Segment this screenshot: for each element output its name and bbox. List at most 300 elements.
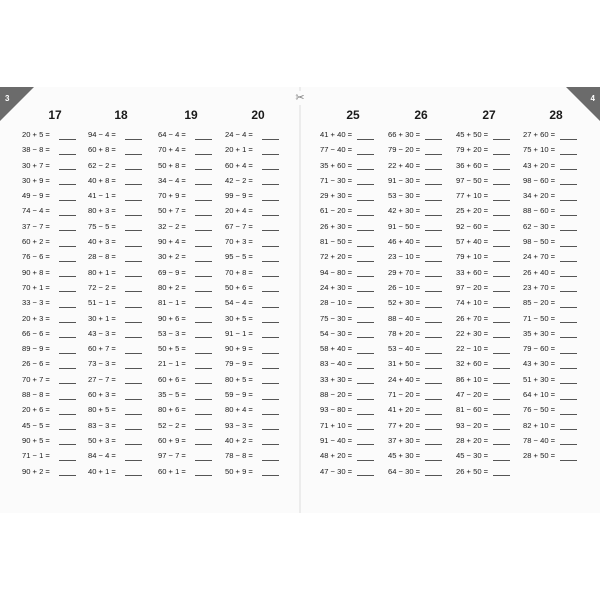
- answer-blank[interactable]: [262, 268, 279, 277]
- answer-blank[interactable]: [493, 467, 510, 476]
- answer-blank[interactable]: [493, 391, 510, 400]
- answer-blank[interactable]: [59, 452, 76, 461]
- answer-blank[interactable]: [560, 345, 577, 354]
- problem-row: [225, 295, 291, 310]
- scissors-icon: ✂: [295, 92, 305, 104]
- answer-blank[interactable]: [125, 161, 142, 170]
- answer-blank[interactable]: [59, 360, 76, 369]
- answer-blank[interactable]: [59, 283, 76, 292]
- problem-expression: 53 − 30 =: [388, 191, 421, 201]
- answer-blank[interactable]: [195, 131, 212, 140]
- answer-blank[interactable]: [493, 283, 510, 292]
- answer-blank[interactable]: [262, 391, 279, 400]
- problem-expression: 66 − 6 =: [22, 328, 50, 338]
- answer-blank[interactable]: [560, 436, 577, 445]
- problem-row: [158, 311, 224, 326]
- exercise-number: 20: [251, 108, 265, 122]
- problem-expression: 57 + 40 =: [456, 237, 489, 247]
- answer-blank[interactable]: [425, 238, 442, 247]
- answer-blank[interactable]: [493, 421, 510, 430]
- answer-blank[interactable]: [357, 314, 374, 323]
- problem-expression: 24 − 4 =: [225, 130, 253, 139]
- answer-blank[interactable]: [357, 161, 374, 170]
- problem-expression: 80 + 5 =: [225, 374, 253, 384]
- problem-expression: 35 − 5 =: [158, 390, 186, 400]
- answer-blank[interactable]: [195, 299, 212, 308]
- problem-row: [158, 203, 224, 218]
- problem-row: [388, 173, 454, 188]
- problem-row: [456, 203, 522, 218]
- answer-blank[interactable]: [125, 345, 142, 354]
- problem-row: [158, 173, 224, 188]
- answer-blank[interactable]: [125, 146, 142, 155]
- problem-row: [88, 203, 154, 218]
- answer-blank[interactable]: [59, 299, 76, 308]
- answer-blank[interactable]: [493, 131, 510, 140]
- problem-row: [158, 418, 224, 433]
- answer-blank[interactable]: [125, 436, 142, 445]
- answer-blank[interactable]: [357, 146, 374, 155]
- problem-expression: 60 + 8 =: [88, 145, 116, 155]
- answer-blank[interactable]: [560, 452, 577, 461]
- answer-blank[interactable]: [493, 299, 510, 308]
- problem-expression: 95 − 5 =: [225, 252, 253, 262]
- answer-blank[interactable]: [59, 467, 76, 476]
- answer-blank[interactable]: [357, 436, 374, 445]
- answer-blank[interactable]: [59, 314, 76, 323]
- answer-blank[interactable]: [195, 360, 212, 369]
- answer-blank[interactable]: [425, 283, 442, 292]
- answer-blank[interactable]: [425, 161, 442, 170]
- answer-blank[interactable]: [560, 131, 577, 140]
- problem-row: [523, 203, 589, 218]
- answer-blank[interactable]: [125, 421, 142, 430]
- answer-blank[interactable]: [59, 421, 76, 430]
- problem-expression: 62 − 30 =: [523, 221, 556, 231]
- answer-blank[interactable]: [357, 253, 374, 262]
- problem-list: [88, 127, 154, 479]
- answer-blank[interactable]: [195, 467, 212, 476]
- problem-row: [22, 464, 88, 479]
- problem-row: [456, 219, 522, 234]
- answer-blank[interactable]: [195, 268, 212, 277]
- answer-blank[interactable]: [425, 176, 442, 185]
- answer-blank[interactable]: [59, 192, 76, 201]
- answer-blank[interactable]: [425, 146, 442, 155]
- answer-blank[interactable]: [357, 268, 374, 277]
- answer-blank[interactable]: [125, 406, 142, 415]
- problem-row: [456, 356, 522, 371]
- problem-row: [388, 203, 454, 218]
- answer-blank[interactable]: [493, 360, 510, 369]
- exercise-number: 19: [184, 108, 198, 122]
- answer-blank[interactable]: [59, 253, 76, 262]
- answer-blank[interactable]: [357, 375, 374, 384]
- answer-blank[interactable]: [493, 345, 510, 354]
- answer-blank[interactable]: [493, 436, 510, 445]
- answer-blank[interactable]: [262, 329, 279, 338]
- problem-expression: 72 + 20 =: [320, 252, 353, 262]
- problem-expression: 45 − 5 =: [22, 420, 50, 430]
- answer-blank[interactable]: [357, 131, 374, 140]
- problem-expression: 53 − 40 =: [388, 344, 421, 354]
- answer-blank[interactable]: [357, 467, 374, 476]
- answer-blank[interactable]: [493, 238, 510, 247]
- answer-blank[interactable]: [425, 253, 442, 262]
- problem-expression: 80 + 3 =: [88, 206, 116, 216]
- problem-row: [22, 188, 88, 203]
- problem-expression: 50 + 8 =: [158, 160, 186, 170]
- problem-row: [158, 265, 224, 280]
- answer-blank[interactable]: [425, 406, 442, 415]
- answer-blank[interactable]: [59, 345, 76, 354]
- problem-list: [22, 127, 88, 479]
- answer-blank[interactable]: [125, 131, 142, 140]
- answer-blank[interactable]: [125, 176, 142, 185]
- answer-blank[interactable]: [560, 268, 577, 277]
- answer-blank[interactable]: [357, 391, 374, 400]
- answer-blank[interactable]: [195, 391, 212, 400]
- problem-row: [320, 356, 386, 371]
- answer-blank[interactable]: [125, 283, 142, 292]
- answer-blank[interactable]: [262, 192, 279, 201]
- exercise-number: 27: [482, 108, 496, 122]
- answer-blank[interactable]: [195, 375, 212, 384]
- answer-blank[interactable]: [125, 452, 142, 461]
- answer-blank[interactable]: [262, 161, 279, 170]
- answer-blank[interactable]: [560, 421, 577, 430]
- answer-blank[interactable]: [425, 268, 442, 277]
- answer-blank[interactable]: [357, 406, 374, 415]
- answer-blank[interactable]: [357, 283, 374, 292]
- answer-blank[interactable]: [357, 329, 374, 338]
- answer-blank[interactable]: [125, 391, 142, 400]
- answer-blank[interactable]: [195, 345, 212, 354]
- problem-expression: 45 + 30 =: [388, 451, 421, 461]
- answer-blank[interactable]: [493, 192, 510, 201]
- answer-blank[interactable]: [493, 161, 510, 170]
- answer-blank[interactable]: [59, 176, 76, 185]
- problem-row: [456, 127, 522, 142]
- problem-row: [388, 356, 454, 371]
- answer-blank[interactable]: [425, 222, 442, 231]
- problem-row: [22, 387, 88, 402]
- answer-blank[interactable]: [195, 253, 212, 262]
- answer-blank[interactable]: [425, 131, 442, 140]
- answer-blank[interactable]: [425, 375, 442, 384]
- answer-blank[interactable]: [195, 421, 212, 430]
- answer-blank[interactable]: [560, 391, 577, 400]
- problem-expression: 23 + 70 =: [523, 282, 556, 292]
- answer-blank[interactable]: [262, 360, 279, 369]
- problem-expression: 88 − 20 =: [320, 390, 353, 400]
- problem-expression: 36 + 60 =: [456, 160, 489, 170]
- page-gutter: [299, 87, 301, 513]
- exercise-column: [158, 105, 224, 479]
- answer-blank[interactable]: [262, 452, 279, 461]
- problem-row: [320, 418, 386, 433]
- problem-row: [158, 188, 224, 203]
- answer-blank[interactable]: [560, 176, 577, 185]
- answer-blank[interactable]: [357, 176, 374, 185]
- answer-blank[interactable]: [59, 436, 76, 445]
- answer-blank[interactable]: [195, 161, 212, 170]
- answer-blank[interactable]: [357, 421, 374, 430]
- problem-expression: 29 + 30 =: [320, 191, 353, 201]
- problem-row: [388, 280, 454, 295]
- problem-row: [456, 341, 522, 356]
- answer-blank[interactable]: [125, 467, 142, 476]
- problem-row: [22, 280, 88, 295]
- problem-row: [388, 295, 454, 310]
- answer-blank[interactable]: [357, 345, 374, 354]
- problem-row: [320, 295, 386, 310]
- problem-row: [523, 188, 589, 203]
- answer-blank[interactable]: [195, 238, 212, 247]
- problem-expression: 26 + 70 =: [456, 313, 489, 323]
- answer-blank[interactable]: [560, 299, 577, 308]
- problem-row: [158, 341, 224, 356]
- problem-row: [22, 402, 88, 417]
- problem-row: [523, 295, 589, 310]
- answer-blank[interactable]: [425, 421, 442, 430]
- answer-blank[interactable]: [560, 222, 577, 231]
- answer-blank[interactable]: [195, 207, 212, 216]
- answer-blank[interactable]: [262, 131, 279, 140]
- answer-blank[interactable]: [493, 314, 510, 323]
- answer-blank[interactable]: [493, 176, 510, 185]
- answer-blank[interactable]: [195, 283, 212, 292]
- answer-blank[interactable]: [195, 192, 212, 201]
- answer-blank[interactable]: [357, 452, 374, 461]
- answer-blank[interactable]: [357, 299, 374, 308]
- answer-blank[interactable]: [560, 406, 577, 415]
- answer-blank[interactable]: [493, 406, 510, 415]
- problem-expression: 70 + 3 =: [225, 237, 253, 247]
- answer-blank[interactable]: [59, 329, 76, 338]
- answer-blank[interactable]: [425, 192, 442, 201]
- answer-blank[interactable]: [262, 253, 279, 262]
- problem-expression: 40 + 8 =: [88, 175, 116, 185]
- answer-blank[interactable]: [493, 146, 510, 155]
- answer-blank[interactable]: [195, 406, 212, 415]
- problem-expression: 62 − 2 =: [88, 160, 116, 170]
- answer-blank[interactable]: [195, 222, 212, 231]
- problem-expression: 90 + 9 =: [225, 344, 253, 354]
- answer-blank[interactable]: [262, 299, 279, 308]
- answer-blank[interactable]: [560, 253, 577, 262]
- problem-expression: 60 + 4 =: [225, 160, 253, 170]
- problem-row: [225, 448, 291, 463]
- problem-expression: 26 + 50 =: [456, 466, 489, 476]
- problem-expression: 76 − 6 =: [22, 252, 50, 262]
- problem-expression: 77 − 40 =: [320, 145, 353, 155]
- answer-blank[interactable]: [262, 421, 279, 430]
- answer-blank[interactable]: [195, 452, 212, 461]
- answer-blank[interactable]: [125, 253, 142, 262]
- answer-blank[interactable]: [560, 314, 577, 323]
- answer-blank[interactable]: [560, 161, 577, 170]
- problem-row: [158, 295, 224, 310]
- problem-expression: 83 − 3 =: [88, 420, 116, 430]
- answer-blank[interactable]: [262, 222, 279, 231]
- problem-row: [320, 234, 386, 249]
- answer-blank[interactable]: [59, 238, 76, 247]
- problem-expression: 20 + 5 =: [22, 130, 50, 139]
- problem-row: [456, 464, 522, 479]
- answer-blank[interactable]: [425, 452, 442, 461]
- problem-expression: 83 − 40 =: [320, 359, 353, 369]
- answer-blank[interactable]: [425, 299, 442, 308]
- answer-blank[interactable]: [357, 207, 374, 216]
- problem-row: [158, 448, 224, 463]
- answer-blank[interactable]: [560, 329, 577, 338]
- problem-expression: 50 + 3 =: [88, 435, 116, 445]
- answer-blank[interactable]: [357, 222, 374, 231]
- problem-row: [523, 249, 589, 264]
- answer-blank[interactable]: [59, 222, 76, 231]
- problem-row: [22, 219, 88, 234]
- answer-blank[interactable]: [560, 207, 577, 216]
- problem-row: [22, 341, 88, 356]
- problem-row: [88, 249, 154, 264]
- answer-blank[interactable]: [262, 375, 279, 384]
- problem-expression: 71 − 30 =: [320, 175, 353, 185]
- problem-row: [320, 158, 386, 173]
- answer-blank[interactable]: [195, 436, 212, 445]
- exercise-number: 18: [114, 108, 128, 122]
- problem-expression: 74 + 10 =: [456, 298, 489, 308]
- answer-blank[interactable]: [560, 192, 577, 201]
- problem-expression: 71 + 10 =: [320, 420, 353, 430]
- answer-blank[interactable]: [493, 375, 510, 384]
- problem-row: [22, 203, 88, 218]
- problem-row: [388, 387, 454, 402]
- answer-blank[interactable]: [125, 222, 142, 231]
- problem-row: [158, 433, 224, 448]
- answer-blank[interactable]: [59, 406, 76, 415]
- answer-blank[interactable]: [125, 329, 142, 338]
- answer-blank[interactable]: [262, 207, 279, 216]
- answer-blank[interactable]: [425, 436, 442, 445]
- answer-blank[interactable]: [262, 314, 279, 323]
- answer-blank[interactable]: [493, 329, 510, 338]
- answer-blank[interactable]: [262, 176, 279, 185]
- problem-row: [388, 326, 454, 341]
- answer-blank[interactable]: [59, 146, 76, 155]
- answer-blank[interactable]: [59, 391, 76, 400]
- answer-blank[interactable]: [262, 283, 279, 292]
- answer-blank[interactable]: [493, 207, 510, 216]
- answer-blank[interactable]: [125, 375, 142, 384]
- problem-row: [22, 295, 88, 310]
- answer-blank[interactable]: [493, 452, 510, 461]
- answer-blank[interactable]: [262, 436, 279, 445]
- answer-blank[interactable]: [425, 314, 442, 323]
- answer-blank[interactable]: [125, 238, 142, 247]
- answer-blank[interactable]: [493, 253, 510, 262]
- problem-expression: 97 − 20 =: [456, 282, 489, 292]
- answer-blank[interactable]: [59, 161, 76, 170]
- problem-expression: 20 + 1 =: [225, 145, 253, 155]
- problem-expression: 80 + 1 =: [88, 267, 116, 277]
- problem-row: [225, 311, 291, 326]
- answer-blank[interactable]: [262, 238, 279, 247]
- problem-expression: 99 − 9 =: [225, 191, 253, 201]
- page-number-left: 3: [5, 94, 10, 103]
- answer-blank[interactable]: [195, 314, 212, 323]
- answer-blank[interactable]: [125, 207, 142, 216]
- answer-blank[interactable]: [560, 146, 577, 155]
- problem-expression: 22 − 10 =: [456, 344, 489, 354]
- answer-blank[interactable]: [357, 238, 374, 247]
- answer-blank[interactable]: [425, 207, 442, 216]
- problem-expression: 26 − 10 =: [388, 282, 421, 292]
- answer-blank[interactable]: [125, 299, 142, 308]
- problem-list: [388, 127, 454, 479]
- answer-blank[interactable]: [195, 146, 212, 155]
- answer-blank[interactable]: [425, 329, 442, 338]
- problem-row: [320, 265, 386, 280]
- answer-blank[interactable]: [125, 268, 142, 277]
- problem-expression: 76 − 50 =: [523, 405, 556, 415]
- answer-blank[interactable]: [262, 345, 279, 354]
- exercise-column: [88, 105, 154, 479]
- answer-blank[interactable]: [59, 207, 76, 216]
- problem-row: [320, 127, 386, 142]
- answer-blank[interactable]: [262, 146, 279, 155]
- answer-blank[interactable]: [195, 329, 212, 338]
- problem-row: [388, 219, 454, 234]
- problem-expression: 77 + 10 =: [456, 191, 489, 201]
- answer-blank[interactable]: [195, 176, 212, 185]
- answer-blank[interactable]: [59, 131, 76, 140]
- answer-blank[interactable]: [425, 391, 442, 400]
- problem-expression: 47 − 30 =: [320, 466, 353, 476]
- problem-expression: 52 + 30 =: [388, 298, 421, 308]
- problem-row: [22, 142, 88, 157]
- answer-blank[interactable]: [425, 360, 442, 369]
- problem-row: [456, 265, 522, 280]
- problem-expression: 43 − 3 =: [88, 328, 116, 338]
- answer-blank[interactable]: [493, 222, 510, 231]
- answer-blank[interactable]: [262, 467, 279, 476]
- problem-expression: 50 + 9 =: [225, 466, 253, 476]
- answer-blank[interactable]: [59, 268, 76, 277]
- answer-blank[interactable]: [125, 192, 142, 201]
- answer-blank[interactable]: [59, 375, 76, 384]
- problem-row: [320, 280, 386, 295]
- problem-expression: 84 − 4 =: [88, 451, 116, 461]
- answer-blank[interactable]: [560, 283, 577, 292]
- problem-expression: 38 − 8 =: [22, 145, 50, 155]
- answer-blank[interactable]: [560, 360, 577, 369]
- answer-blank[interactable]: [262, 406, 279, 415]
- problem-expression: 60 + 9 =: [158, 435, 186, 445]
- problem-expression: 51 − 1 =: [88, 298, 116, 308]
- answer-blank[interactable]: [425, 467, 442, 476]
- answer-blank[interactable]: [560, 375, 577, 384]
- problem-expression: 43 + 20 =: [523, 160, 556, 170]
- answer-blank[interactable]: [125, 360, 142, 369]
- answer-blank[interactable]: [560, 238, 577, 247]
- answer-blank[interactable]: [357, 360, 374, 369]
- problem-expression: 78 + 20 =: [388, 328, 421, 338]
- answer-blank[interactable]: [425, 345, 442, 354]
- answer-blank[interactable]: [357, 192, 374, 201]
- answer-blank[interactable]: [125, 314, 142, 323]
- answer-blank[interactable]: [493, 268, 510, 277]
